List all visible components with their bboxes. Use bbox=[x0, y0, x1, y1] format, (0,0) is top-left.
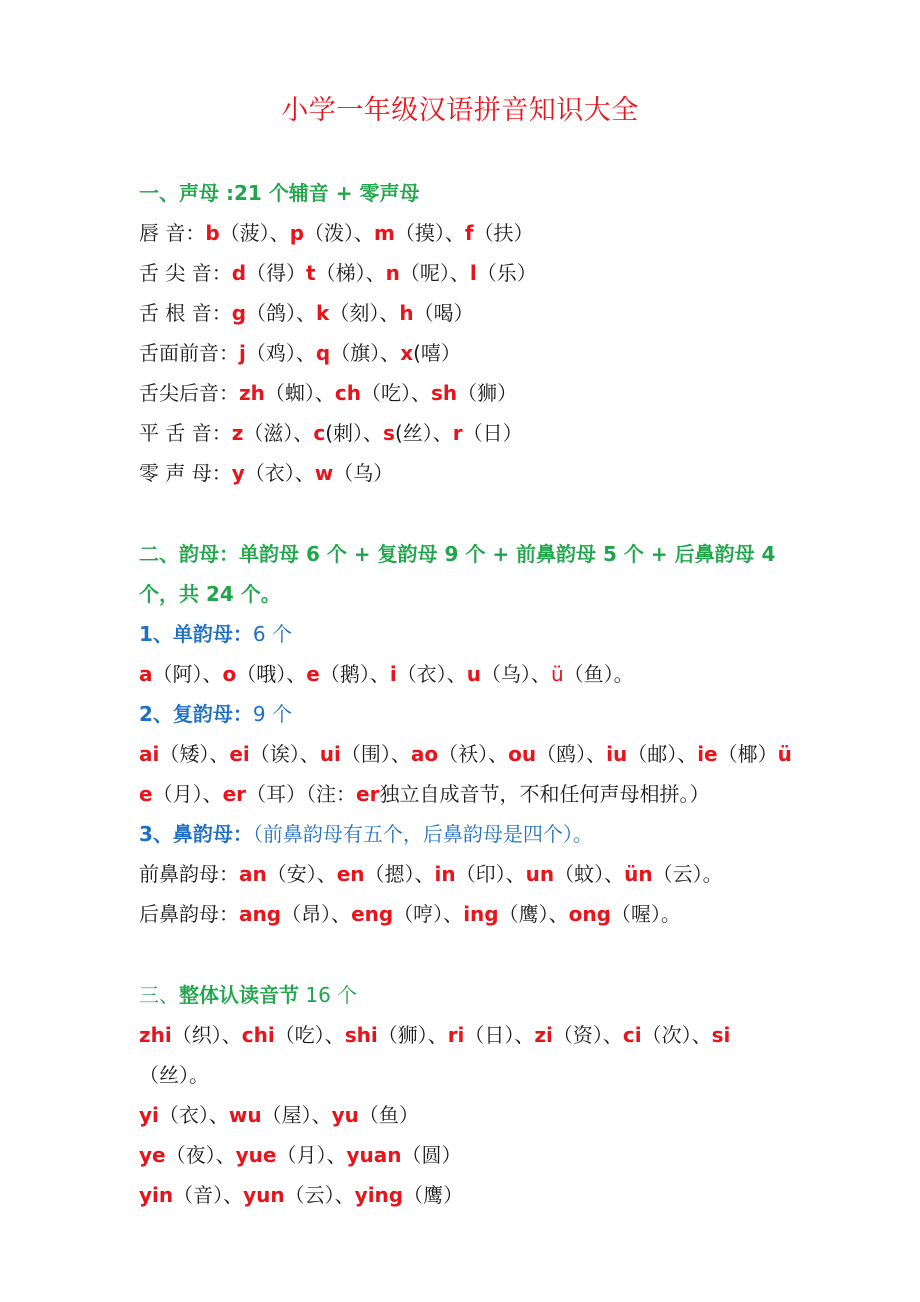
fuyunmu-row-2 bbox=[139, 779, 800, 809]
row-label: 平 舌 音： bbox=[139, 421, 232, 445]
qian-biyunmu-row bbox=[139, 859, 800, 889]
example-character: （椰） bbox=[717, 742, 778, 766]
pinyin-letter: e bbox=[139, 782, 153, 806]
pinyin-letter: un bbox=[525, 862, 555, 886]
zhengti-row-1-continued: （丝）。 bbox=[139, 1063, 209, 1087]
pinyin-letter: ci bbox=[622, 1023, 642, 1047]
example-character: （狮）、 bbox=[377, 1023, 448, 1047]
pinyin-letter: chi bbox=[241, 1023, 275, 1047]
zhengti-row-3 bbox=[139, 1140, 800, 1170]
pinyin-letter: f bbox=[464, 221, 474, 245]
pinyin-letter: ying bbox=[354, 1183, 404, 1207]
example-character: （次）、 bbox=[641, 1023, 712, 1047]
row-label: 舌 尖 音： bbox=[139, 261, 232, 285]
pinyin-letter: ou bbox=[508, 742, 537, 766]
sub-heading-fuyunmu bbox=[139, 699, 800, 729]
section-3-title: 整体认读音节 bbox=[179, 983, 299, 1007]
section-2-heading-line-1: 二、韵母：单韵母 6 个 + 复韵母 9 个 + 前鼻韵母 5 个 + 后鼻韵母 4 bbox=[139, 542, 776, 566]
example-character: （屋）、 bbox=[261, 1103, 332, 1127]
zhengti-row-4 bbox=[139, 1180, 800, 1210]
pinyin-letter: zi bbox=[534, 1023, 553, 1047]
pinyin-letter: l bbox=[469, 261, 477, 285]
pinyin-letter: w bbox=[314, 461, 334, 485]
example-character: （蜘）、 bbox=[264, 381, 335, 405]
example-character: （乌） bbox=[333, 461, 394, 485]
shengmu-row bbox=[139, 258, 800, 288]
shengmu-row bbox=[139, 218, 800, 248]
example-character: （喝） bbox=[413, 301, 474, 325]
pinyin-letter: yue bbox=[235, 1143, 277, 1167]
row-items bbox=[232, 461, 394, 485]
pinyin-letter: o bbox=[222, 662, 237, 686]
pinyin-letter: s bbox=[383, 421, 395, 445]
pinyin-letter: h bbox=[399, 301, 414, 325]
row-items bbox=[205, 221, 533, 245]
pinyin-letter: ye bbox=[139, 1143, 166, 1167]
example-character: （矮）、 bbox=[159, 742, 230, 766]
pinyin-letter: ai bbox=[139, 742, 160, 766]
example-character: （扶） bbox=[473, 221, 534, 245]
example-character: （吃）、 bbox=[360, 381, 431, 405]
page-title: 小学一年级汉语拼音知识大全 bbox=[281, 95, 639, 126]
example-character: （吃）、 bbox=[274, 1023, 345, 1047]
row-label: 前鼻韵母： bbox=[139, 862, 239, 886]
pinyin-letter: ün bbox=[624, 862, 653, 886]
pinyin-letter: b bbox=[205, 221, 220, 245]
pinyin-letter: wu bbox=[228, 1103, 262, 1127]
pinyin-letter: i bbox=[389, 662, 397, 686]
example-character: （昂）、 bbox=[281, 902, 352, 926]
example-character: （狮） bbox=[457, 381, 518, 405]
shengmu-row bbox=[139, 298, 800, 328]
example-character: （蚊）、 bbox=[554, 862, 625, 886]
sub-heading-note: （前鼻韵母有五个，后鼻韵母是四个）。 bbox=[252, 822, 593, 846]
example-character: （日） bbox=[462, 421, 523, 445]
pinyin-letter: er bbox=[222, 782, 247, 806]
example-character: （摸）、 bbox=[394, 221, 465, 245]
pinyin-letter: yin bbox=[139, 1183, 174, 1207]
example-character: （音）、 bbox=[173, 1183, 244, 1207]
sub-heading-danyunmu bbox=[139, 619, 800, 649]
qian-items bbox=[239, 862, 723, 886]
row-items bbox=[232, 261, 537, 285]
row-items bbox=[232, 421, 523, 445]
pinyin-letter: n bbox=[385, 261, 400, 285]
pinyin-letter: z bbox=[231, 421, 244, 445]
danyunmu-row bbox=[139, 659, 800, 689]
pinyin-letter: u bbox=[466, 662, 481, 686]
pinyin-letter: x bbox=[400, 341, 414, 365]
example-character: （得） bbox=[246, 261, 307, 285]
pinyin-letter: j bbox=[239, 341, 246, 365]
pinyin-letter: ie bbox=[697, 742, 718, 766]
sub-heading-count: 9 个 bbox=[252, 702, 293, 726]
example-character: （梯）、 bbox=[315, 261, 386, 285]
row-items bbox=[232, 301, 474, 325]
example-character: 独立自成音节，不和任何声母相拼。） bbox=[379, 782, 710, 806]
pinyin-letter: yi bbox=[139, 1103, 159, 1127]
example-character: （月）、 bbox=[152, 782, 223, 806]
pinyin-letter: iu bbox=[606, 742, 628, 766]
example-character: （袄）、 bbox=[438, 742, 509, 766]
row-label: 零 声 母： bbox=[139, 461, 232, 485]
pinyin-letter: en bbox=[336, 862, 365, 886]
hou-biyunmu-row bbox=[139, 899, 800, 929]
example-character: （衣）、 bbox=[396, 662, 467, 686]
sub-heading-label: 1、单韵母： bbox=[139, 622, 253, 646]
hou-items bbox=[239, 902, 681, 926]
pinyin-letter: ui bbox=[319, 742, 341, 766]
section-3-heading bbox=[139, 980, 800, 1010]
row-label: 舌 根 音： bbox=[139, 301, 232, 325]
pinyin-letter: ü bbox=[777, 742, 792, 766]
example-character: （刻）、 bbox=[329, 301, 400, 325]
example-character: （乐） bbox=[476, 261, 537, 285]
example-character: （云）。 bbox=[652, 862, 723, 886]
example-character: (丝）、 bbox=[394, 421, 453, 445]
pinyin-letter: zhi bbox=[139, 1023, 172, 1047]
pinyin-letter: ong bbox=[568, 902, 611, 926]
shengmu-row bbox=[139, 338, 800, 368]
section-2-heading-line-2: 个，共 24 个。 bbox=[139, 582, 281, 606]
pinyin-letter: in bbox=[434, 862, 456, 886]
pinyin-letter: ch bbox=[334, 381, 361, 405]
example-character: （哼）、 bbox=[393, 902, 464, 926]
section-3-prefix: 三、 bbox=[139, 983, 179, 1007]
pinyin-letter: ü bbox=[550, 662, 564, 686]
row-label: 舌面前音： bbox=[139, 341, 239, 365]
row-label: 舌尖后音： bbox=[139, 381, 239, 405]
example-character: （乌）、 bbox=[480, 662, 551, 686]
section-3-count: 16 个 bbox=[299, 983, 358, 1007]
example-character: （摁）、 bbox=[364, 862, 435, 886]
pinyin-letter: yu bbox=[331, 1103, 359, 1127]
example-character: （月）、 bbox=[276, 1143, 347, 1167]
example-character: （耳）（注： bbox=[246, 782, 357, 806]
example-character: （日）、 bbox=[464, 1023, 535, 1047]
zhengti-row-1 bbox=[139, 1020, 800, 1050]
pinyin-letter: yuan bbox=[346, 1143, 402, 1167]
pinyin-letter: c bbox=[313, 421, 326, 445]
example-character: （圆） bbox=[401, 1143, 462, 1167]
pinyin-letter: si bbox=[711, 1023, 731, 1047]
sub-heading-count: 6 个 bbox=[252, 622, 293, 646]
pinyin-letter: p bbox=[289, 221, 305, 245]
example-character: （诶）、 bbox=[249, 742, 320, 766]
example-character: （泼）、 bbox=[304, 221, 375, 245]
example-character: （邮）、 bbox=[627, 742, 698, 766]
example-character: （织）、 bbox=[171, 1023, 242, 1047]
pinyin-letter: an bbox=[239, 862, 267, 886]
example-character: （夜）、 bbox=[165, 1143, 236, 1167]
shengmu-row bbox=[139, 418, 800, 448]
example-character: (嘻） bbox=[413, 341, 461, 365]
example-character: （安）、 bbox=[266, 862, 337, 886]
pinyin-letter: sh bbox=[430, 381, 458, 405]
pinyin-letter: y bbox=[231, 461, 245, 485]
pinyin-letter: ao bbox=[410, 742, 439, 766]
row-label: 唇 音： bbox=[139, 221, 206, 245]
example-character: （云）、 bbox=[284, 1183, 355, 1207]
pinyin-letter: m bbox=[374, 221, 395, 245]
pinyin-letter: eng bbox=[351, 902, 394, 926]
pinyin-letter: ei bbox=[229, 742, 250, 766]
example-character: （鸡）、 bbox=[245, 341, 316, 365]
example-character: （资）、 bbox=[552, 1023, 623, 1047]
example-character: (刺）、 bbox=[325, 421, 384, 445]
pinyin-letter: ang bbox=[239, 902, 282, 926]
example-character: （鸽）、 bbox=[246, 301, 317, 325]
example-character: （鱼）。 bbox=[563, 662, 634, 686]
example-character: （阿）、 bbox=[152, 662, 223, 686]
shengmu-row bbox=[139, 458, 800, 488]
example-character: （衣）、 bbox=[158, 1103, 229, 1127]
pinyin-letter: g bbox=[231, 301, 247, 325]
example-character: （呢）、 bbox=[399, 261, 470, 285]
pinyin-letter: shi bbox=[344, 1023, 378, 1047]
section-1-heading: 一、声母 :21 个辅音 + 零声母 bbox=[139, 181, 420, 205]
pinyin-letter: e bbox=[306, 662, 320, 686]
example-character: （旗）、 bbox=[330, 341, 401, 365]
example-character: （菠）、 bbox=[219, 221, 290, 245]
example-character: （鱼） bbox=[358, 1103, 419, 1127]
example-character: （喔）。 bbox=[610, 902, 681, 926]
example-character: （哦）、 bbox=[236, 662, 307, 686]
sub-heading-biyunmu bbox=[139, 819, 800, 849]
pinyin-letter: k bbox=[316, 301, 330, 325]
pinyin-letter: zh bbox=[239, 381, 265, 405]
shengmu-row bbox=[139, 378, 800, 408]
zhengti-row-2 bbox=[139, 1100, 800, 1130]
fuyunmu-row-1 bbox=[139, 739, 800, 769]
row-label: 后鼻韵母： bbox=[139, 902, 239, 926]
example-character: （鸥）、 bbox=[536, 742, 607, 766]
pinyin-letter: d bbox=[231, 261, 247, 285]
pinyin-letter: r bbox=[452, 421, 463, 445]
sub-heading-label: 2、复韵母： bbox=[139, 702, 253, 726]
pinyin-letter: er bbox=[356, 782, 380, 806]
pinyin-letter: yun bbox=[243, 1183, 285, 1207]
example-character: （衣）、 bbox=[244, 461, 315, 485]
example-character: （鹅）、 bbox=[319, 662, 390, 686]
example-character: （鹰）、 bbox=[498, 902, 569, 926]
pinyin-letter: a bbox=[139, 662, 153, 686]
example-character: （围）、 bbox=[340, 742, 411, 766]
pinyin-letter: ing bbox=[463, 902, 499, 926]
sub-heading-label: 3、鼻韵母： bbox=[139, 822, 253, 846]
example-character: （印）、 bbox=[455, 862, 526, 886]
pinyin-letter: q bbox=[315, 341, 331, 365]
example-character: （滋）、 bbox=[243, 421, 314, 445]
pinyin-letter: t bbox=[306, 261, 316, 285]
row-items bbox=[239, 381, 517, 405]
example-character: （鹰） bbox=[403, 1183, 464, 1207]
row-items bbox=[239, 341, 461, 365]
pinyin-letter: ri bbox=[447, 1023, 465, 1047]
